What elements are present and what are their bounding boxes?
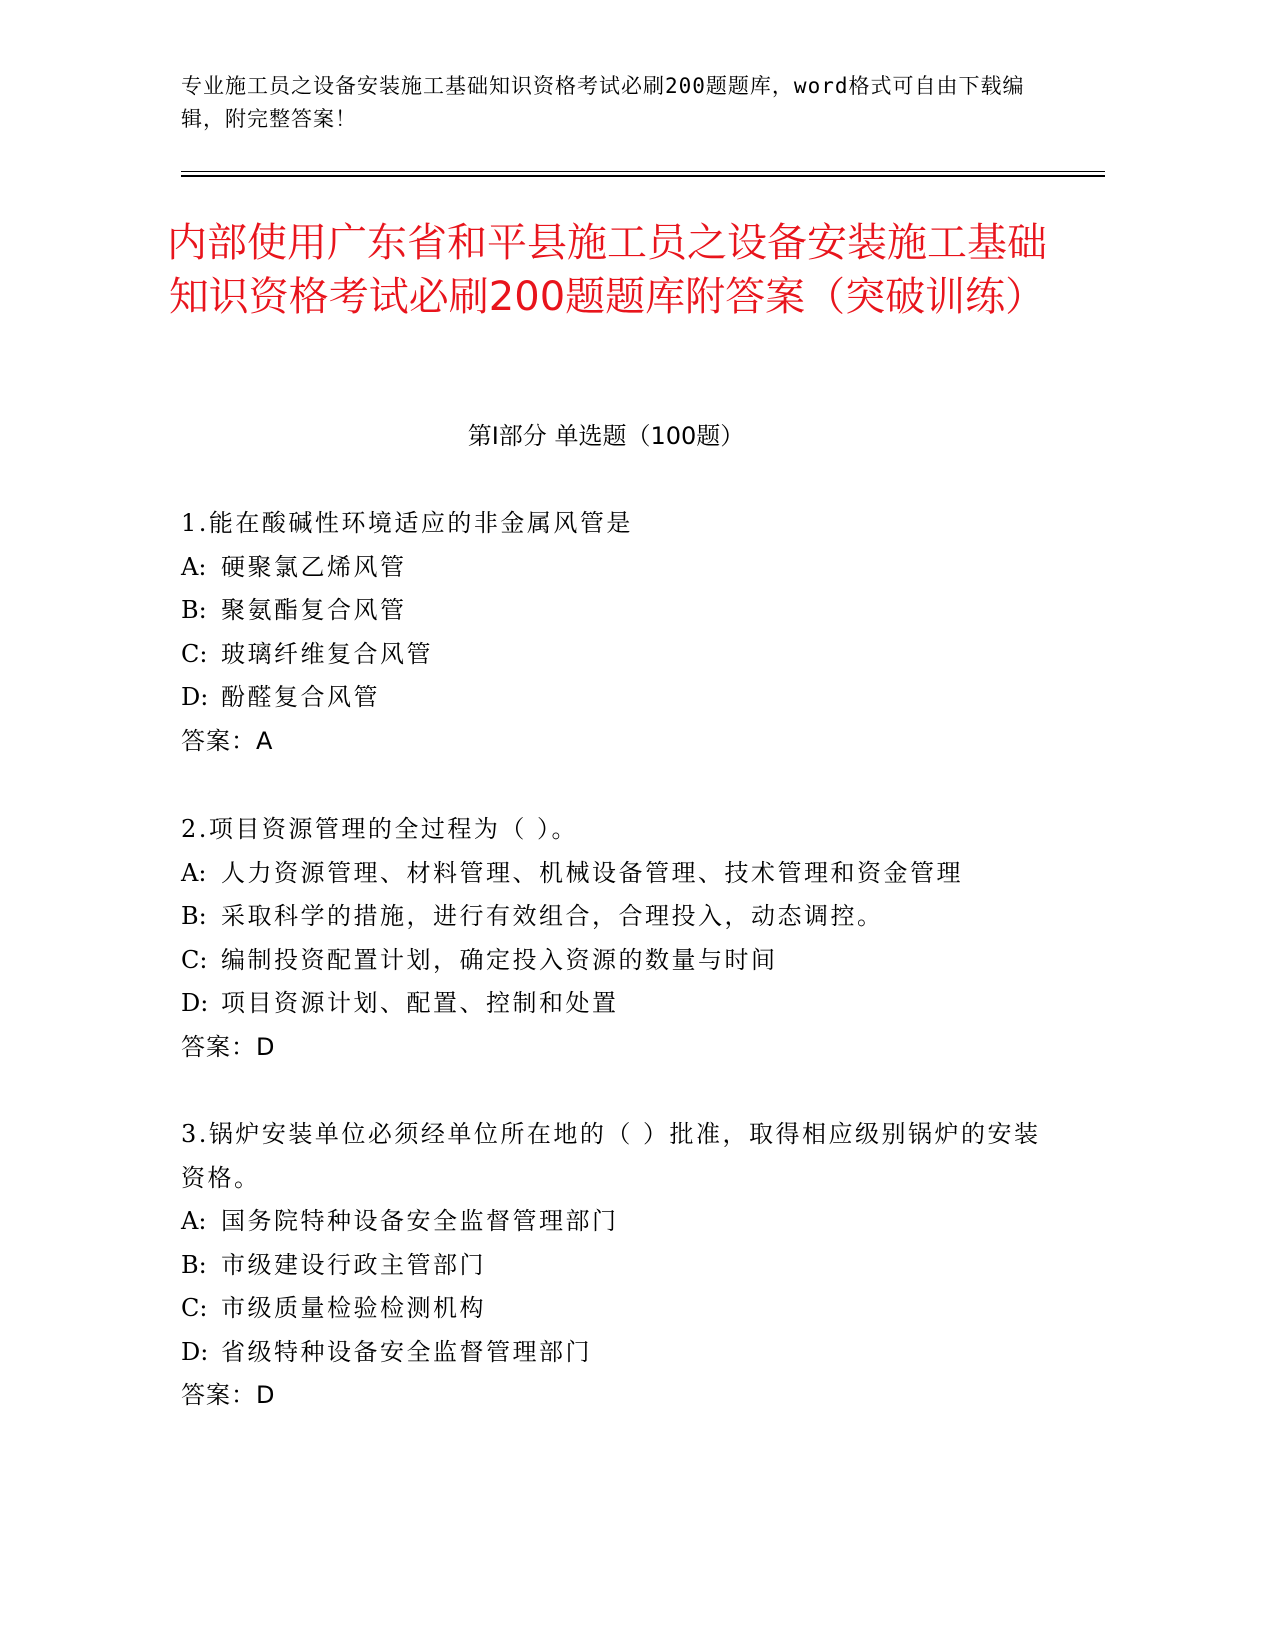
option-text: 人力资源管理、材料管理、机械设备管理、技术管理和资金管理 [221,858,963,887]
option-text: 编制投资配置计划，确定投入资源的数量与时间 [221,945,778,974]
option-d [181,982,1051,1026]
question-3 [181,1113,1051,1418]
option-b [181,1244,1051,1288]
question-stem: 3.锅炉安装单位必须经单位所在地的（ ）批准，取得相应级别锅炉的安装资格。 [181,1120,1041,1192]
question-1 [181,502,1051,763]
option-b [181,895,1051,939]
option-text: 聚氨酯复合风管 [221,596,407,624]
option-d [181,1331,1051,1375]
option-c [181,939,1051,983]
question-stem: 1.能在酸碱性环境适应的非金属风管是 [181,509,633,537]
option-key: B: [181,596,207,624]
option-key: A: [181,858,207,887]
answer: 答案：A [181,726,274,755]
option-key: D: [181,683,209,711]
section-title: 第Ⅰ部分 单选题（100题） [467,422,745,450]
header-divider-thin [181,171,1105,172]
option-c [181,633,1051,677]
header-note: 专业施工员之设备安装施工基础知识资格考试必刷200题题库，word格式可自由下载编辑，附完整答案！ [181,74,1025,131]
option-text: 酚醛复合风管 [221,683,380,711]
answer: 答案：D [181,1381,276,1409]
option-key: D: [181,989,209,1017]
option-text: 省级特种设备安全监督管理部门 [221,1337,592,1366]
option-c [181,1287,1051,1331]
document-title: 内部使用广东省和平县施工员之设备安装施工基础知识资格考试必刷200题题库附答案（突破训练） [167,220,1047,320]
option-key: C: [181,639,208,668]
option-key: C: [181,945,208,974]
header-divider-thick [181,175,1105,177]
answer: 答案：D [181,1032,276,1061]
option-key: A: [181,1207,207,1235]
option-text: 硬聚氯乙烯风管 [221,552,407,581]
option-key: B: [181,902,207,930]
question-2 [181,808,1051,1069]
option-key: A: [181,552,207,581]
option-text: 玻璃纤维复合风管 [221,639,433,668]
option-text: 项目资源计划、配置、控制和处置 [221,989,619,1017]
option-text: 国务院特种设备安全监督管理部门 [221,1207,619,1235]
option-text: 市级建设行政主管部门 [221,1250,486,1279]
option-text: 采取科学的措施，进行有效组合，合理投入，动态调控。 [221,902,884,930]
option-b [181,589,1051,633]
option-a [181,852,1051,896]
option-d [181,676,1051,720]
option-a [181,546,1051,590]
option-a [181,1200,1051,1244]
option-key: D: [181,1337,209,1366]
option-key: C: [181,1294,208,1322]
question-stem: 2.项目资源管理的全过程为（ ）。 [181,815,579,843]
option-key: B: [181,1250,207,1279]
option-text: 市级质量检验检测机构 [221,1294,486,1322]
